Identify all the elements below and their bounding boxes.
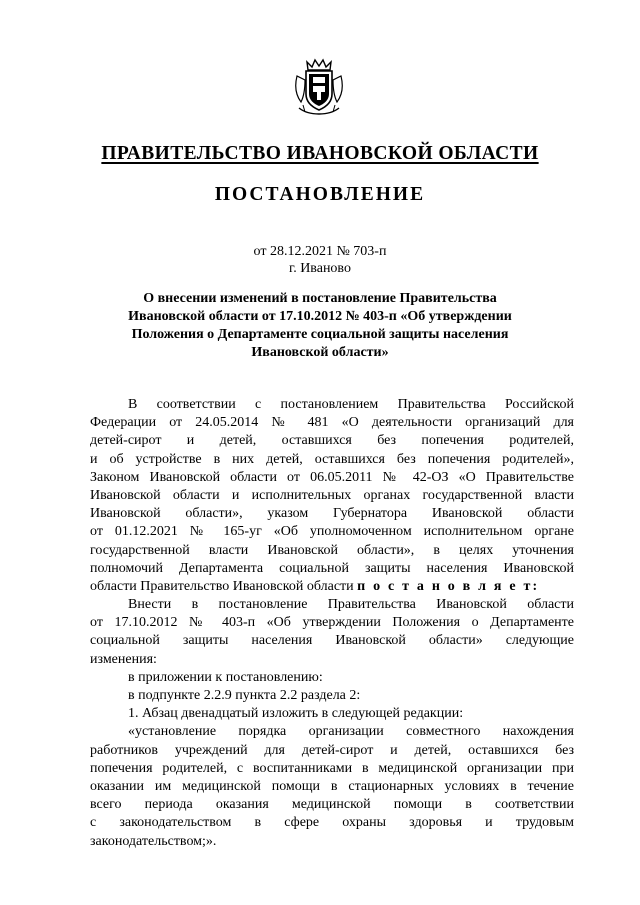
subject-line: Ивановской области от 17.10.2012 № 403-п «Об утверждении bbox=[128, 309, 512, 324]
body-line: 1. Абзац двенадцатый изложить в следующей редакции: bbox=[128, 706, 464, 722]
body-line: законодательством;». bbox=[90, 833, 217, 849]
decree-city: г. Иваново bbox=[289, 261, 351, 276]
body-line: социальной защиты населения Ивановской области» следующие bbox=[90, 633, 574, 649]
body-line: всего периода оказания медицинской помощи в соответствии bbox=[90, 797, 574, 813]
body-line: Внести в постановление Правительства Ивановской области bbox=[128, 597, 574, 613]
document-type-heading: ПОСТАНОВЛЕНИЕ bbox=[214, 184, 426, 205]
body-line: в подпункте 2.2.9 пункта 2.2 раздела 2: bbox=[128, 688, 361, 703]
body-line: от 17.10.2012 № 403-п «Об утверждении Положения о Департаменте bbox=[90, 615, 574, 631]
decree-body bbox=[90, 396, 574, 851]
body-line: полномочий Департамента социальной защиты населения Ивановской bbox=[90, 560, 574, 576]
body-line: попечения родителей, с воспитанниками в медицинской организации при bbox=[90, 760, 574, 776]
body-line-text: области Правительство Ивановской области bbox=[90, 578, 354, 594]
subject-line: О внесении изменений в постановление Правительства bbox=[143, 291, 497, 306]
decree-date-number: от 28.12.2021 № 703-п bbox=[253, 244, 387, 259]
body-line bbox=[90, 578, 574, 596]
subject-line: Положения о Департаменте социальной защиты населения bbox=[131, 327, 509, 342]
government-title: ПРАВИТЕЛЬСТВО ИВАНОВСКОЙ ОБЛАСТИ bbox=[101, 143, 539, 164]
ivanovo-coat-of-arms-icon bbox=[293, 58, 345, 118]
body-line: оказании им медицинской помощи в стационарных условиях в течение bbox=[90, 778, 574, 794]
body-line: Федерации от 24.05.2014 № 481 «О деятельности организаций для bbox=[90, 415, 574, 431]
body-line: работников учреждений для детей-сирот и детей, оставшихся без bbox=[90, 742, 574, 758]
body-line: государственной власти Ивановской области», в целях уточнения bbox=[90, 542, 574, 558]
body-line: В соответствии с постановлением Правительства Российской bbox=[128, 397, 574, 412]
body-line: Законом Ивановской области от 06.05.2011 № 42-ОЗ «О Правительстве bbox=[90, 469, 574, 485]
body-line: «установление порядка организации совместного нахождения bbox=[128, 724, 574, 740]
body-line: и об устройстве в них детей, оставшихся без попечения родителей», bbox=[90, 451, 574, 467]
body-line: изменения: bbox=[90, 651, 157, 667]
decree-keyword: п о с т а н о в л я е т: bbox=[357, 578, 540, 594]
body-line: Ивановской области», указом Губернатора Ивановской области bbox=[90, 506, 574, 522]
body-line: детей-сирот и детей, оставшихся без попечения родителей, bbox=[90, 433, 574, 449]
subject-line: Ивановской области» bbox=[251, 345, 389, 360]
body-line: Ивановской области и исполнительных органах государственной власти bbox=[90, 487, 574, 503]
body-line: в приложении к постановлению: bbox=[128, 669, 323, 685]
decree-subject bbox=[90, 290, 550, 362]
body-line: с законодательством в сфере охраны здоровья и трудовым bbox=[90, 815, 574, 831]
body-line: от 01.12.2021 № 165-уг «Об уполномоченном исполнительном органе bbox=[90, 524, 574, 540]
